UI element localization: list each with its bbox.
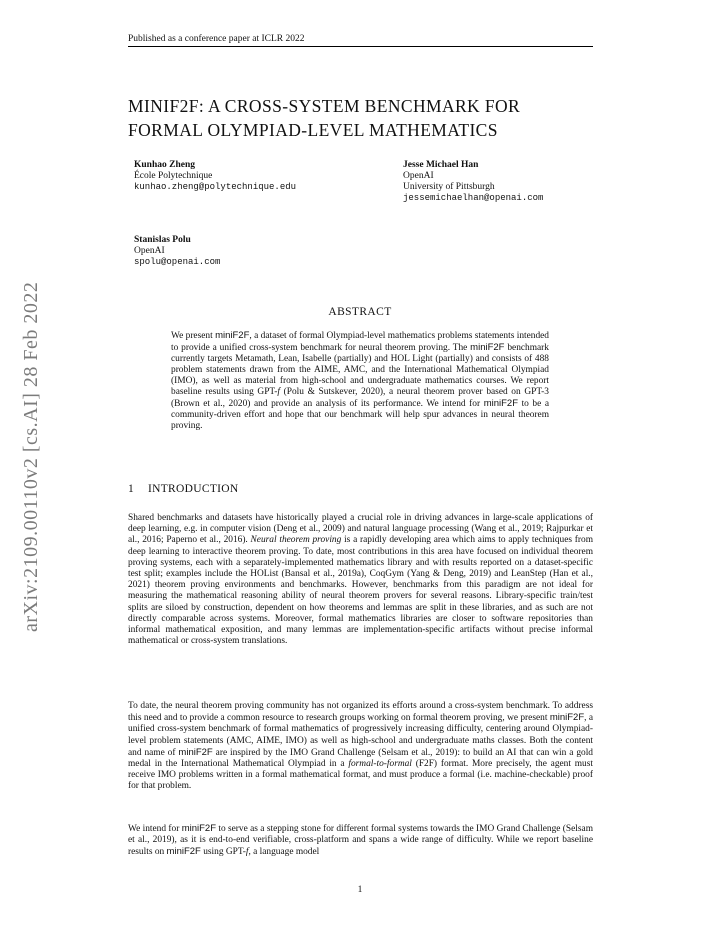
author-affiliation: University of Pittsburgh [403,182,495,192]
abstract-text: (Polu & Sutskever, 2020), a neural theorem prover based on GPT-3 (Brown et al., 2020) and provide an analysis of its performance. We intend for [171,387,549,409]
author-block [134,235,220,268]
intro-paragraph [128,513,593,647]
benchmark-name: miniF2F [549,712,585,724]
author-name: Jesse Michael Han [403,160,479,170]
paragraph-text: is a rapidly developing area which aims to apply techniques from deep learning to interactive theorem proving. To date, most contributions in this area have focused on individual theorem proving systems, each with a separately-implemented mathematics library and with results reported on a dataset-specific test split; examples include the HOList (Bansal et al., 2019a), CoqGym (Yang & Deng, 2019) and LeanStep (Han et al., 2021) theorem proving environments and benchmarks. However, benchmarks from this paradigm are not ideal for measuring the mathematical reasoning ability of neural theorem provers for several reasons. Library-specific train/test splits are siloed by construction, dependent on how theorems and lemmas are split in these libraries, and as such are not directly comparable across systems. Moreover, formal mathematics libraries are closer to software repositories than informal mathematical exposition, and many lemmas are implementation-specific artifacts without precise informal mathematical or cross-system translations. [128,535,593,647]
benchmark-name: miniF2F [166,846,201,858]
paragraph-text: using GPT- [200,847,246,858]
arxiv-identifier: arXiv:2109.00110v2 [cs.AI] 28 Feb 2022 [20,281,42,632]
section-heading [128,483,238,495]
paragraph-text: Shared benchmarks and datasets have historically played a crucial role in driving advances in large-scale applications of deep learning, e.g. in computer vision (Deng et al., 2009) and natural language processing (Wang et al., 2019; Rajpurkar et al., 2016; Paperno et al., 2016). [128,513,593,546]
author-email: kunhao.zheng@polytechnique.edu [134,182,297,192]
paragraph-text: We intend for [128,824,182,834]
author-email: spolu@openai.com [134,257,221,267]
running-header: Published as a conference paper at ICLR 2022 [128,34,305,44]
abstract-text: , a dataset of formal Olympiad-level mathematics problems statements intended to provide a unified cross-system benchmark for neural theorem proving. The [171,331,549,353]
abstract-text: benchmark currently targets Metamath, Lean, Isabelle (partially) and HOL Light (partially) and consists of 488 problem statements drawn from the AIME, AMC, and the International Mathematical Olympiad (IMO), as well as material from high-school and undergraduate mathematics courses. We report baseline results using GPT- [171,343,549,397]
benchmark-name: miniF2F [178,746,213,758]
header-rule [128,46,593,47]
abstract-heading: ABSTRACT [328,306,392,318]
author-name: Kunhao Zheng [134,160,195,170]
intro-paragraph [128,701,593,793]
paragraph-text: To date, the neural theorem proving community has not organized its efforts around a cross-system benchmark. To address this need and to provide a common resource to research groups working on formal theorem proving, we present [128,701,593,724]
author-block [134,160,296,193]
intro-paragraph [128,823,593,859]
paragraph-text: to serve as a stepping stone for different formal systems towards the IMO Grand Challenge (Selsam et al., 2019), as it is end-to-end verifiable, cross-platform and spans a wide range of difficulty. While we report baseline results on [128,824,593,858]
section-number: 1 [128,483,134,495]
section-title: INTRODUCTION [148,483,239,495]
author-name: Stanislas Polu [134,235,191,245]
paragraph-text: , a unified cross-system benchmark of formal mathematics of progressively increasing difficulty, centering around Olympiad-level problem statements (AMC, AIME, IMO) as well as high-school and undergraduate maths classes. Both the content and name of [128,713,593,758]
title-line-1: MINIF2F: A CROSS-SYSTEM BENCHMARK FOR [128,96,521,116]
abstract-text: We present [171,331,216,341]
author-affiliation: École Polytechnique [134,171,213,181]
author-affiliation: OpenAI [134,246,165,256]
paragraph-text: , a language model [248,847,320,858]
benchmark-name: miniF2F [483,398,518,409]
title-line-2: FORMAL OLYMPIAD-LEVEL MATHEMATICS [128,120,498,140]
author-affiliation: OpenAI [403,171,434,181]
abstract-body [171,330,549,432]
paragraph-text: (F2F) format. More precisely, the agent must receive IMO problems written in a formal mathematical format, and must produce a formal (i.e. machine-checkable) proof for that problem. [128,759,593,792]
math-f: f [277,387,281,397]
author-block [403,160,543,204]
abstract-text: to be a community-driven effort and hope that our benchmark will help spur advances in neural theorem proving. [171,399,549,431]
page-number: 1 [357,885,363,895]
author-email: jessemichaelhan@openai.com [403,193,544,203]
paper-title [128,94,608,142]
emphasis-text: Neural theorem proving [250,535,342,546]
math-f: f [245,847,249,858]
benchmark-name: miniF2F [470,342,505,353]
benchmark-name: miniF2F [181,823,216,834]
emphasis-text: formal-to-formal [348,759,412,770]
benchmark-name: miniF2F [215,330,250,341]
paragraph-text: are inspired by the IMO Grand Challenge (Selsam et al., 2019): to build an AI that can win a gold medal in the International Mathematical Olympiad in a [128,747,593,770]
